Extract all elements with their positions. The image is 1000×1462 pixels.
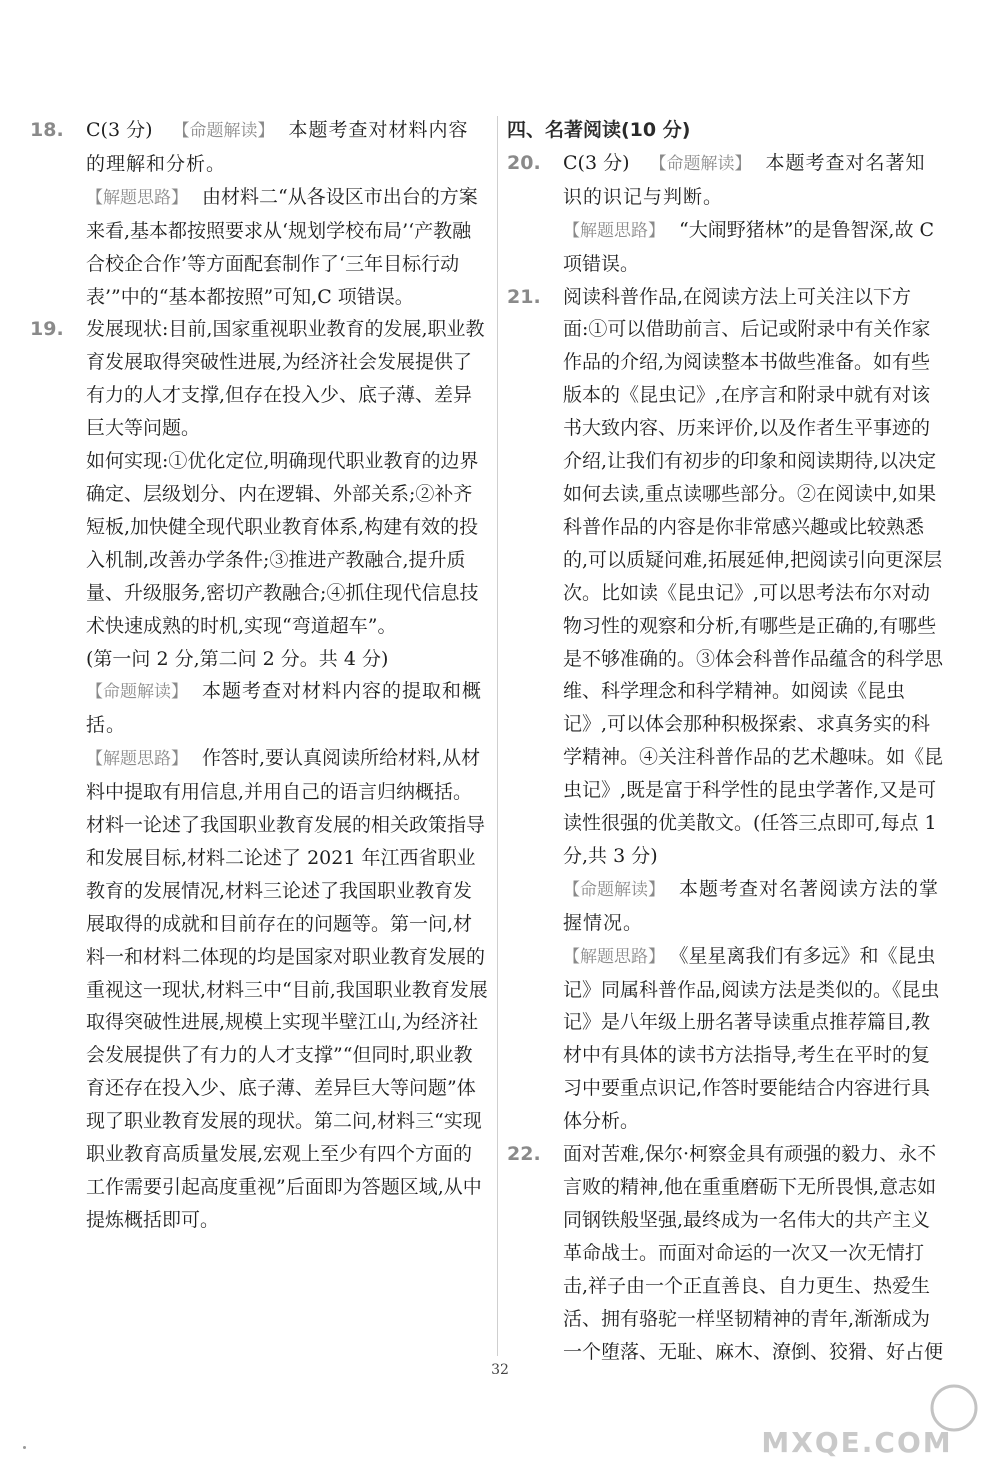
answer-choice: C(3 分) xyxy=(86,119,153,141)
question-number: 22. xyxy=(507,1143,541,1166)
score-text: (第一问 2 分,第二问 2 分。共 4 分) xyxy=(86,647,389,670)
approach-text: 作答时,要认真阅读所给材料,从材料中提取有用信息,并用自己的语言归纳概括。材料一论述了我国职业教育发展的相关政策指导和发展目标,材料二论述了 2021 年江西省职业教育的发展情况,材料三论述了我国职业教育发展取得的成就和目前存在的问题等。第一问,材料一和材料二体现的均是国家对职业教育发展的重视这一现状,材料三中“目前,我国职业教育发展取得突破性进展,规模上实现半壁江山,为经济社会发展提供了有力的人才支撑”“但同时,职业教育还存在投入少、底子薄、差异巨大等问题”体现了职业教育发展的现状。第二问,材料三“实现职业教育高质量发展,宏观上至少有四个方面的工作需要引起高度重视”后面即为答题区域,从中提炼概括即可。 xyxy=(86,747,488,1231)
watermark-text: MXQE.COM xyxy=(761,1426,953,1458)
answer-18 xyxy=(30,114,488,181)
tag-approach: 【解题思路】 xyxy=(563,220,665,241)
answer-21 xyxy=(507,281,944,873)
tag-reading: 【命题解读】 xyxy=(563,879,665,900)
answer-19-methods xyxy=(30,445,488,642)
reading-text: 本题考查对材料内容的提取和概括。 xyxy=(86,680,483,737)
question-number: 18. xyxy=(30,119,64,141)
answer-paragraph: 如何实现:①优化定位,明确现代职业教育的边界确定、层级划分、内在逻辑、外部关系;②补齐短板,加快健全现代职业教育体系,构建有效的投入机制,改善办学条件;③推进产教融合,提升质量、升级服务,密切产教融合;④抓住现代信息技术快速成熟的时机,实现“弯道超车”。 xyxy=(86,450,479,637)
answer-22 xyxy=(507,1138,944,1368)
reading-text: 本题考查对名著知识的识记与判断。 xyxy=(563,151,926,208)
tag-reading: 【命题解读】 xyxy=(86,682,188,703)
answer-paragraph: 阅读科普作品,在阅读方法上可关注以下方面:①可以借助前言、后记或附录中有关作家作品的介绍,为阅读整本书做些准备。如有些版本的《昆虫记》,在序言和附录中就有对该书大致内容、历来评价,以及作者生平事迹的介绍,让我们有初步的印象和阅读期待,以决定如何去读,重点读哪些部分。②在阅读中,如果科普作品的内容是你非常感兴趣或比较熟悉的,可以质疑问难,拓展延伸,把阅读引向更深层次。比如读《昆虫记》,可以思考法布尔对动物习性的观察和分析,有哪些是正确的,有哪些是不够准确的。③体会科普作品蕴含的科学思维、科学理念和科学精神。如阅读《昆虫记》,可以体会那种积极探索、求真务实的科学精神。④关注科普作品的艺术趣味。如《昆虫记》,既是富于科学性的昆虫学著作,又是可读性很强的优美散文。(任答三点即可,每点 1 分,共 3 分) xyxy=(563,285,944,867)
approach-20 xyxy=(507,214,944,281)
score-note xyxy=(30,643,488,676)
reading-text: 本题考查对名著阅读方法的掌握情况。 xyxy=(563,877,940,934)
approach-18 xyxy=(30,181,488,314)
question-number: 21. xyxy=(507,285,541,308)
answer-20 xyxy=(507,147,944,214)
answer-paragraph: 面对苦难,保尔·柯察金具有顽强的毅力、永不言败的精神,他在重重磨砺下无所畏惧,意志如同钢铁般坚强,最终成为一名伟大的共产主义革命战士。而面对命运的一次又一次无情打击,祥子由一个正直善良、自力更生、热爱生活、拥有骆驼一样坚韧精神的青年,渐渐成为一个堕落、无耻、麻木、潦倒、狡猾、好占便 xyxy=(563,1143,944,1363)
question-number: 20. xyxy=(507,151,541,174)
approach-21 xyxy=(507,940,944,1138)
reading-21 xyxy=(507,873,944,940)
tag-reading: 【命题解读】 xyxy=(172,121,275,141)
tag-approach: 【解题思路】 xyxy=(563,946,665,967)
question-number: 19. xyxy=(30,318,64,341)
page-number: 32 xyxy=(491,1362,509,1378)
approach-text: 《星星离我们有多远》和《昆虫记》同属科普作品,阅读方法是类似的。《昆虫记》是八年级上册名著导读重点推荐篇目,教材中有具体的读书方法指导,考生在平时的复习中要重点识记,作答时要能结合内容进行具体分析。 xyxy=(563,944,940,1133)
answer-19 xyxy=(30,313,488,445)
approach-text: “大闹野猪林”的是鲁智深,故 C 项错误。 xyxy=(563,218,935,275)
answer-choice: C(3 分) xyxy=(563,151,630,174)
left-column xyxy=(30,114,488,1237)
reading-19 xyxy=(30,675,488,742)
reading-text: 本题考查对材料内容的理解和分析。 xyxy=(86,119,469,175)
scan-dot xyxy=(23,1446,26,1449)
tag-reading: 【命题解读】 xyxy=(649,153,752,174)
tag-approach: 【解题思路】 xyxy=(86,187,188,208)
approach-text: 由材料二“从各设区市出台的方案来看,基本都按照要求从‘规划学校布局’‘产教融合校企合作’等方面配套制作了‘三年目标行动表’”中的“基本都按照”可知,C 项错误。 xyxy=(86,185,478,308)
column-divider xyxy=(497,116,498,1356)
right-column xyxy=(507,114,944,1368)
approach-19 xyxy=(30,742,488,1237)
section-title: 四、名著阅读(10 分) xyxy=(507,119,691,141)
tag-approach: 【解题思路】 xyxy=(86,749,188,770)
answer-paragraph: 发展现状:目前,国家重视职业教育的发展,职业教育发展取得突破性进展,为经济社会发展提供了有力的人才支撑,但存在投入少、底子薄、差异巨大等问题。 xyxy=(86,318,485,440)
watermark-logo xyxy=(722,1378,992,1458)
